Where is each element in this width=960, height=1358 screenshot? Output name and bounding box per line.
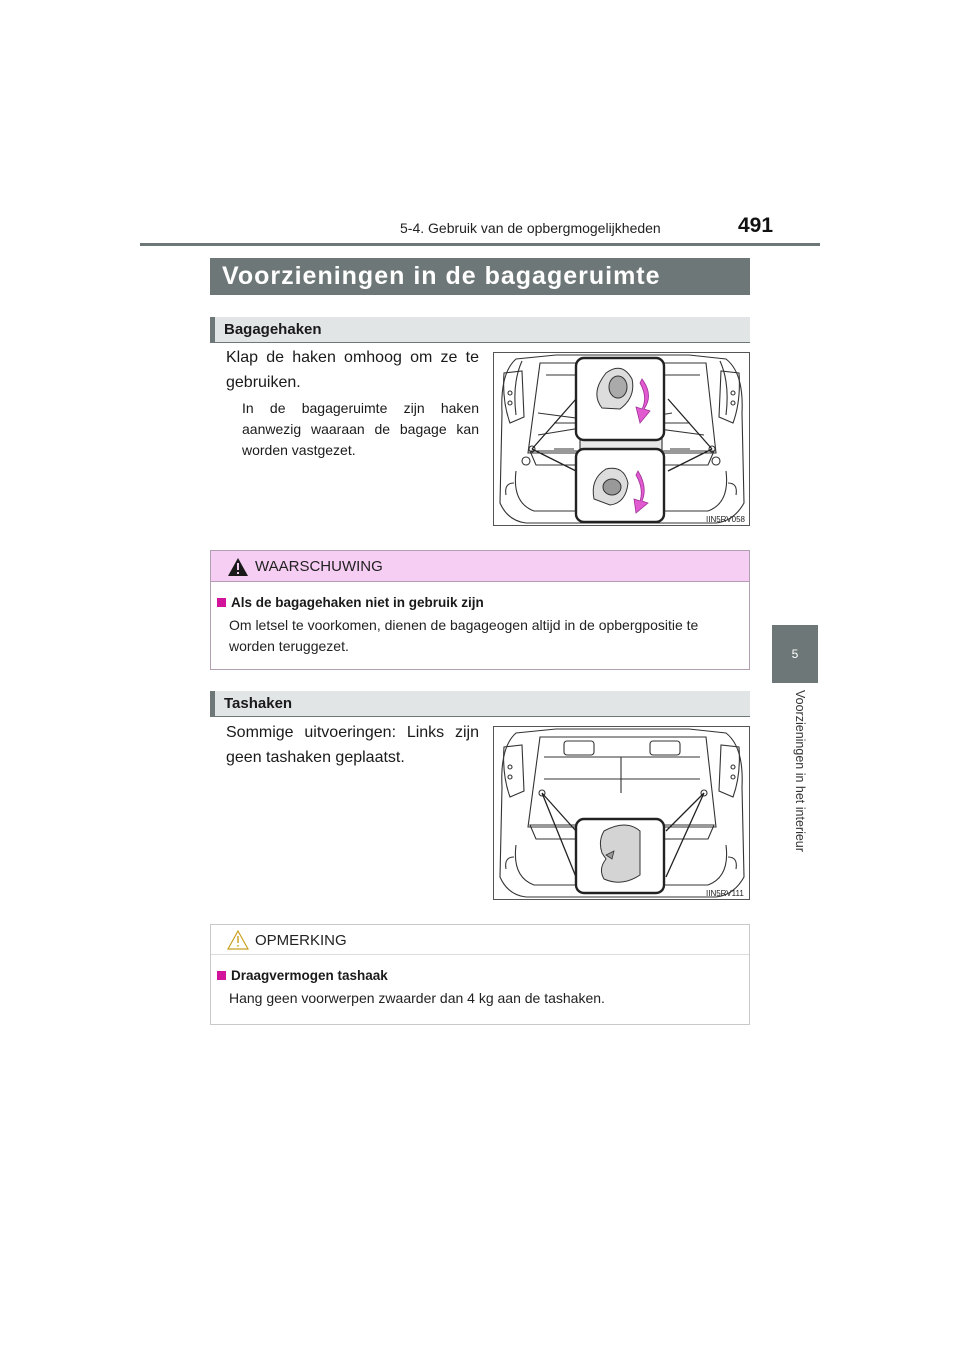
note-header [211, 925, 749, 955]
page-number: 491 [738, 214, 774, 237]
running-header-section: 5-4. Gebruik van de opbergmogelijkheden [400, 220, 661, 236]
chapter-tab-title: Voorzieningen in het interieur [793, 690, 807, 852]
main-title: Voorzieningen in de bagageruimte [210, 258, 750, 295]
section-heading-text: Tashaken [224, 695, 293, 712]
section-heading-text: Bagagehaken [224, 321, 322, 338]
warning-item-heading [217, 595, 484, 610]
warning-box [210, 550, 750, 670]
bag-hooks-illustration [494, 727, 749, 899]
warning-triangle-icon [227, 557, 249, 577]
note-item-text: Hang geen voorwerpen zwaarder dan 4 kg aan de tashaken. [229, 990, 605, 1006]
warning-item-title: Als de bagagehaken niet in gebruik zijn [231, 595, 484, 610]
section-heading-bagagehaken [210, 317, 750, 343]
note-box [210, 924, 750, 1025]
section-heading-marker [210, 691, 215, 717]
section-heading-tashaken [210, 691, 750, 717]
note-item-heading [217, 968, 388, 983]
section1-description: In de bagageruimte zijn haken aanwezig waaraan de bagage kan worden vastgezet. [242, 400, 479, 458]
note-item-title: Draagvermogen tashaak [231, 968, 388, 983]
warning-header [211, 551, 749, 582]
warning-title: WAARSCHUWING [255, 558, 383, 575]
note-title: OPMERKING [255, 932, 347, 949]
figure-code: IIN5RV058 [706, 515, 745, 524]
bullet-square-icon [217, 598, 226, 607]
figure-bag-hooks [493, 726, 750, 900]
section-heading-marker [210, 317, 215, 343]
caution-triangle-icon [227, 930, 249, 950]
header-rule [140, 243, 820, 246]
chapter-tab: 5 [772, 625, 818, 683]
bullet-square-icon [217, 971, 226, 980]
section2-instruction: Sommige uitvoeringen: Links zijn geen tashaken geplaatst. [226, 724, 479, 766]
figure-code: IIN5RV111 [706, 889, 744, 898]
section1-instruction: Klap de haken omhoog om ze te gebruiken. [226, 349, 479, 391]
figure-luggage-hooks [493, 352, 750, 526]
luggage-hooks-illustration [494, 353, 749, 525]
warning-item-text: Om letsel te voorkomen, dienen de bagageogen altijd in de opbergpositie te worden teruggezet. [229, 617, 699, 654]
